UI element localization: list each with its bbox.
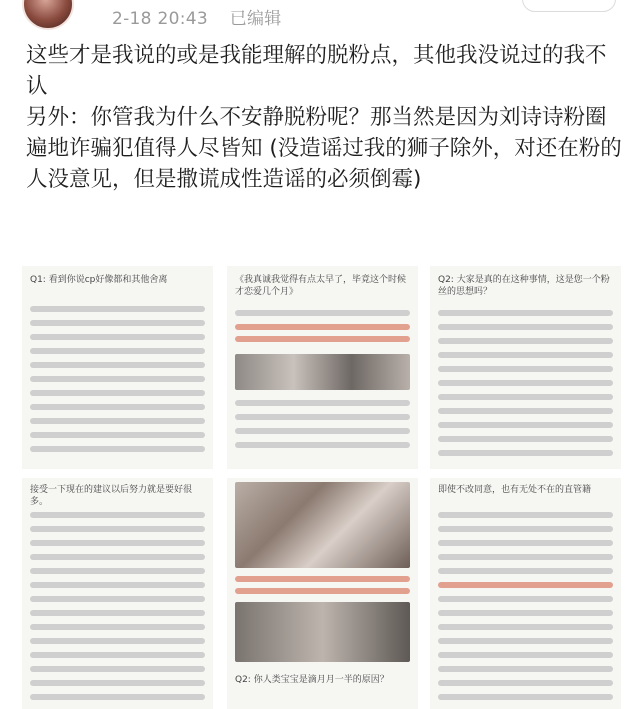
attached-image[interactable]	[22, 266, 213, 469]
attached-image[interactable]	[22, 478, 213, 709]
attached-image[interactable]	[430, 478, 621, 709]
image-caption: 接受一下现在的建议以后努力就是要好很多。	[30, 485, 193, 507]
post-timestamp: 2-18 20:43	[112, 9, 208, 29]
post-text-line: 另外：你管我为什么不安静脱粉呢？那当然是因为刘诗诗粉圈遍地诈骗犯值得人尽皆知 (没造谣过我的狮子除外，对还在粉的人没意见，但是撒谎成性造谣的必须倒霉)	[26, 105, 622, 192]
post-header	[0, 0, 641, 34]
photo-thumbnail	[235, 602, 410, 662]
post-body	[26, 40, 626, 195]
attached-image[interactable]	[227, 266, 418, 469]
image-caption: 《我真诚我觉得有点太早了，毕竟这个时候才恋爱几个月》	[235, 275, 407, 297]
post-meta	[112, 4, 282, 29]
image-caption: Q2: 你人类宝宝是滴月月一半的原因？	[235, 675, 389, 685]
attached-image[interactable]	[430, 266, 621, 469]
post-text-line: 这些才是我说的或是我能理解的脱粉点，其他我没说过的我不认	[26, 43, 607, 99]
follow-button[interactable]	[522, 0, 616, 12]
avatar[interactable]	[22, 0, 74, 30]
image-caption: 即使不改同意，也有无处不在的直管籍	[438, 485, 592, 495]
photo-thumbnail	[235, 482, 410, 568]
edited-label[interactable]: 已编辑	[229, 9, 282, 29]
attached-image[interactable]	[227, 478, 418, 709]
image-caption: Q2: 大家是真的在这种事情，这是您一个粉丝的思想吗？	[438, 275, 610, 297]
image-grid	[22, 266, 620, 709]
photo-thumbnail	[235, 354, 410, 390]
image-caption: Q1: 看到你说cp好像都和其他舍离	[30, 275, 168, 285]
